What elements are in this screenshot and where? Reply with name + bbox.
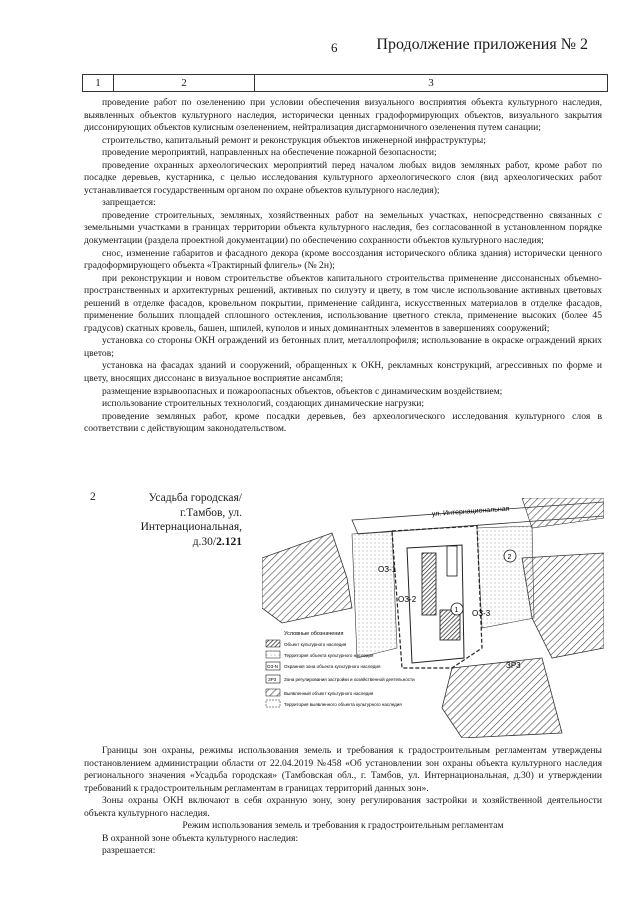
paragraph: Границы зон охраны, режимы использования земель и требования к градостроительным регламентам утверждены постановлением администрации области от 22.04.2019 №458 «Об установлении зон охраны объекта культурного наследия регионального значения «Усадьба городская» (Тамбовская обл., г. Тамбов, ул. Интернациональная, д.30) и утверждении требований к градостроительным регламентам в границах территорий данных зон». — [84, 745, 602, 794]
legend-key: ЗР3 — [268, 677, 277, 682]
bottom-text-block — [84, 745, 602, 858]
column-number-table — [82, 74, 608, 92]
legend-key: ОЗ-N — [267, 664, 278, 669]
object-name — [110, 491, 242, 549]
object-code: 2.121 — [216, 535, 242, 548]
paragraph: разрешается: — [102, 845, 156, 857]
legend-text: Зона регулирования застройки и хозяйственной деятельности — [284, 677, 415, 682]
paragraph: проведение работ по озеленению при условии обеспечения визуального восприятия объекта культурного наследия, выявленных объектов культурного наследия, исторически ценных градоформирующих объектов, визуального закрытия диссонирующих объектов кулисным озеленением, нейтрализация дисгармоничного озеленения путем санации; — [84, 97, 602, 134]
object-name-line: Интернациональная, — [140, 521, 242, 533]
object-marker-2-label: 2 — [507, 554, 512, 561]
paragraph: использование строительных технологий, создающих динамические нагрузки; — [102, 398, 425, 410]
object-name-line: г.Тамбов, ул. — [179, 506, 242, 519]
top-text-block — [84, 97, 602, 436]
legend-text: Охранная зона объекта культурного наследия — [284, 664, 381, 669]
paragraph: Зоны охраны ОКН включают в себя охранную зону, зону регулирования застройки и хозяйственной деятельности объекта культурного наследия. — [84, 795, 602, 819]
zone-map — [262, 498, 604, 738]
zone-label-zr3: ЗР3 — [506, 661, 521, 670]
paragraph: Режим использования земель и требования к градостроительным регламентам — [182, 820, 504, 832]
legend-text: Территория выявленного объекта культурного наследия — [284, 702, 402, 707]
row-number: 2 — [90, 491, 96, 503]
column-3: 3 — [428, 77, 434, 89]
paragraph: размещение взрывоопасных и пожароопасных объектов, объектов с динамическим воздействием; — [102, 385, 503, 397]
legend-swatch-territory — [266, 651, 280, 658]
zone-label-oz3: ОЗ-3 — [472, 609, 491, 618]
paragraph: установка со стороны ОКН ограждений из бетонных плит, металлопрофиля; использование в окраске ограждений ярких цветов; — [84, 335, 602, 359]
legend-swatch-okn — [266, 640, 280, 647]
object-name-line: Усадьба городская/ — [148, 492, 242, 504]
legend-text: Объект культурного наследия — [284, 642, 347, 647]
paragraph: запрещается: — [102, 197, 156, 209]
object-marker-1-label: 1 — [454, 607, 459, 614]
object-address: д.30/ — [192, 535, 217, 548]
object-name-line — [110, 535, 242, 550]
dotted-territory-1 — [352, 531, 397, 658]
hatched-area-south — [442, 658, 562, 738]
page-header-title: Продолжение приложения № 2 — [376, 36, 588, 53]
paragraph: при реконструкции и новом строительстве объектов капитального строительства применение диссонансных объемно-пространственных и архитектурных решений, активных по силуэту и цвету, в том числе использование активных цветовых решений в отделке фасадов, кровельном покрытии, применение сайдинга, искусственных материалов в отделке фасадов, применение больших площадей сплошного остекления, использование цветного стекла, применение высоких (более 45 градусов) скатных кровель, башен, шпилей, куполов и иных доминантных элементов в завершениях сооружений; — [84, 272, 602, 334]
page-number: 6 — [331, 40, 338, 55]
street-label: ул. Интернациональная — [431, 505, 510, 518]
paragraph: проведение строительных, земляных, хозяйственных работ на земельных участках, непосредственно связанных с земельными участками в границах территории объекта культурного наследия, без согласованной в установленном порядке документации (раздела проектной документации) по обеспечению сохранности объектов культурного наследия; — [84, 209, 602, 247]
paragraph: В охранной зоне объекта культурного наследия: — [102, 832, 299, 844]
zone-label-oz2: ОЗ-2 — [398, 595, 417, 604]
paragraph: проведение земляных работ, кроме посадки деревьев, без археологического исследования культурного слоя в соответствии с действующим законодательством. — [84, 410, 602, 435]
paragraph: проведение мероприятий, направленных на обеспечение пожарной безопасности; — [102, 147, 437, 159]
paragraph: установка на фасадах зданий и сооружений, обращенных к ОКН, рекламных конструкций, агрессивных по форме и цвету, вносящих диссонанс в визуальное восприятие ансамбля; — [84, 360, 602, 385]
legend-swatch-detected-territory — [266, 700, 280, 707]
legend-text: Выявленный объект культурного наследия — [284, 691, 374, 696]
paragraph: проведение охранных археологических мероприятий перед началом любых видов земляных работ, кроме работ по посадке деревьев, кустарника, с целью исследования культурного археологического слоя (вид археологических работ устанавливается государственным органом по охране объектов культурного наследия); — [84, 159, 602, 196]
legend-title: Условные обозначения — [284, 631, 344, 637]
column-1: 1 — [83, 75, 114, 91]
legend-swatch-detected — [266, 689, 280, 696]
paragraph: строительство, капитальный ремонт и реконструкция объектов инженерной инфраструктуры; — [102, 134, 486, 146]
column-2: 2 — [114, 75, 255, 91]
okn-building-main — [422, 553, 436, 615]
zone-label-oz1: ОЗ-1 — [378, 565, 397, 574]
paragraph: снос, изменение габаритов и фасадного декора (кроме воссоздания исторического облика здания) исторически ценного градоформирующего объекта «Трактирный флигель» (№ 2н); — [84, 247, 602, 272]
legend-text: Территория объекта культурного наследия — [284, 653, 374, 658]
building-outline — [447, 546, 457, 576]
